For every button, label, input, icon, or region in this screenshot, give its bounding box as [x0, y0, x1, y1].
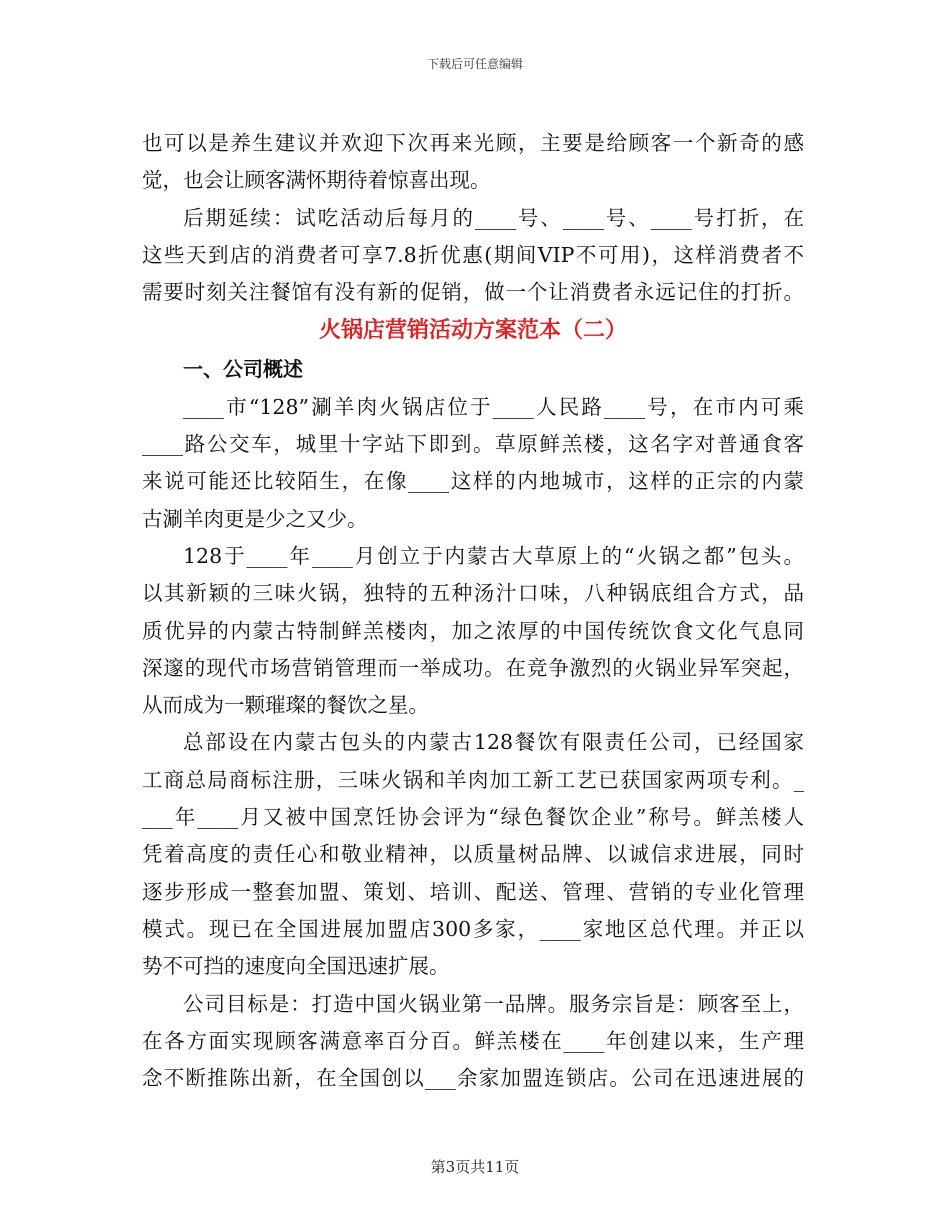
document-title: 火锅店营销活动方案范本（二）	[318, 318, 627, 344]
text-line: 也可以是养生建议并欢迎下次再来光顾，主要是给顾客一个新奇的感	[142, 131, 804, 155]
text-line: 逐步形成一整套加盟、策划、培训、配送、管理、营销的专业化管理	[142, 879, 804, 904]
text-line: 凭着高度的责任心和敬业精神，以质量树品牌、以诚信求进展，同时	[142, 842, 804, 867]
text-line: 来说可能还比较陌生，在像____这样的内地城市，这样的正宗的内蒙	[142, 469, 804, 494]
text-line: ____市“128”涮羊肉火锅店位于____人民路____号，在市内可乘	[183, 394, 804, 419]
text-line: 这些天到店的消费者可享7.8折优惠(期间VIP不可用)，这样消费者不	[142, 242, 804, 267]
paragraph	[142, 538, 804, 724]
text-line: 在各方面实现顾客满意率百分百。鲜羔楼在____年创建以来，生产理	[142, 1028, 804, 1053]
text-line: 以其新颖的三味火锅，独特的五种汤汁口味，八种锅底组合方式，品	[142, 581, 804, 606]
text-line: ___年____月又被中国烹饪协会评为“绿色餐饮企业”称号。鲜羔楼人	[142, 805, 804, 830]
paragraph	[142, 986, 804, 1098]
page-header: 下载后可任意编辑	[426, 57, 523, 71]
page-number: 第3页共11页	[430, 1158, 520, 1176]
paragraph	[142, 389, 804, 538]
paragraph	[142, 200, 804, 312]
text-line: 工商总局商标注册，三味火锅和羊肉加工新工艺已获国家两项专利。_	[142, 767, 804, 792]
text-line: 深邃的现代市场营销管理而一举成功。在竞争激烈的火锅业异军突起，	[142, 655, 804, 680]
text-line: 从而成为一颗璀璨的餐饮之星。	[142, 693, 429, 718]
text-line: 模式。现已在全国进展加盟店300多家，____家地区总代理。并正以	[142, 916, 804, 941]
text-line: 后期延续：试吃活动后每月的____号、____号、____号打折，在	[183, 205, 804, 230]
text-line: 古涮羊肉更是少之又少。	[142, 506, 368, 531]
text-line: 公司目标是：打造中国火锅业第一品牌。服务宗旨是：顾客至上，	[183, 991, 804, 1016]
text-line: 念不断推陈出新，在全国创以___余家加盟连锁店。公司在迅速进展的	[142, 1066, 804, 1091]
paragraph	[142, 724, 804, 985]
text-line: 质优异的内蒙古特制鲜羔楼肉，加之浓厚的中国传统饮食文化气息同	[142, 618, 804, 643]
text-line: ____路公交车，城里十字站下即到。草原鲜羔楼，这名字对普通食客	[142, 432, 804, 457]
document-body	[142, 125, 804, 1097]
text-line: 需要时刻关注餐馆有没有新的促销，做一个让消费者永远记住的打折。	[142, 280, 804, 305]
text-line: 势不可挡的速度向全国迅速扩展。	[142, 954, 450, 979]
section-heading: 一、公司概述	[183, 357, 303, 382]
text-line: 128于____年____月创立于内蒙古大草原上的“火锅之都”包头。	[183, 543, 804, 568]
text-line: 总部设在内蒙古包头的内蒙古128餐饮有限责任公司，已经国家	[183, 730, 804, 755]
text-line: 觉，也会让顾客满怀期待着惊喜出现。	[142, 168, 491, 193]
paragraph	[142, 125, 804, 200]
